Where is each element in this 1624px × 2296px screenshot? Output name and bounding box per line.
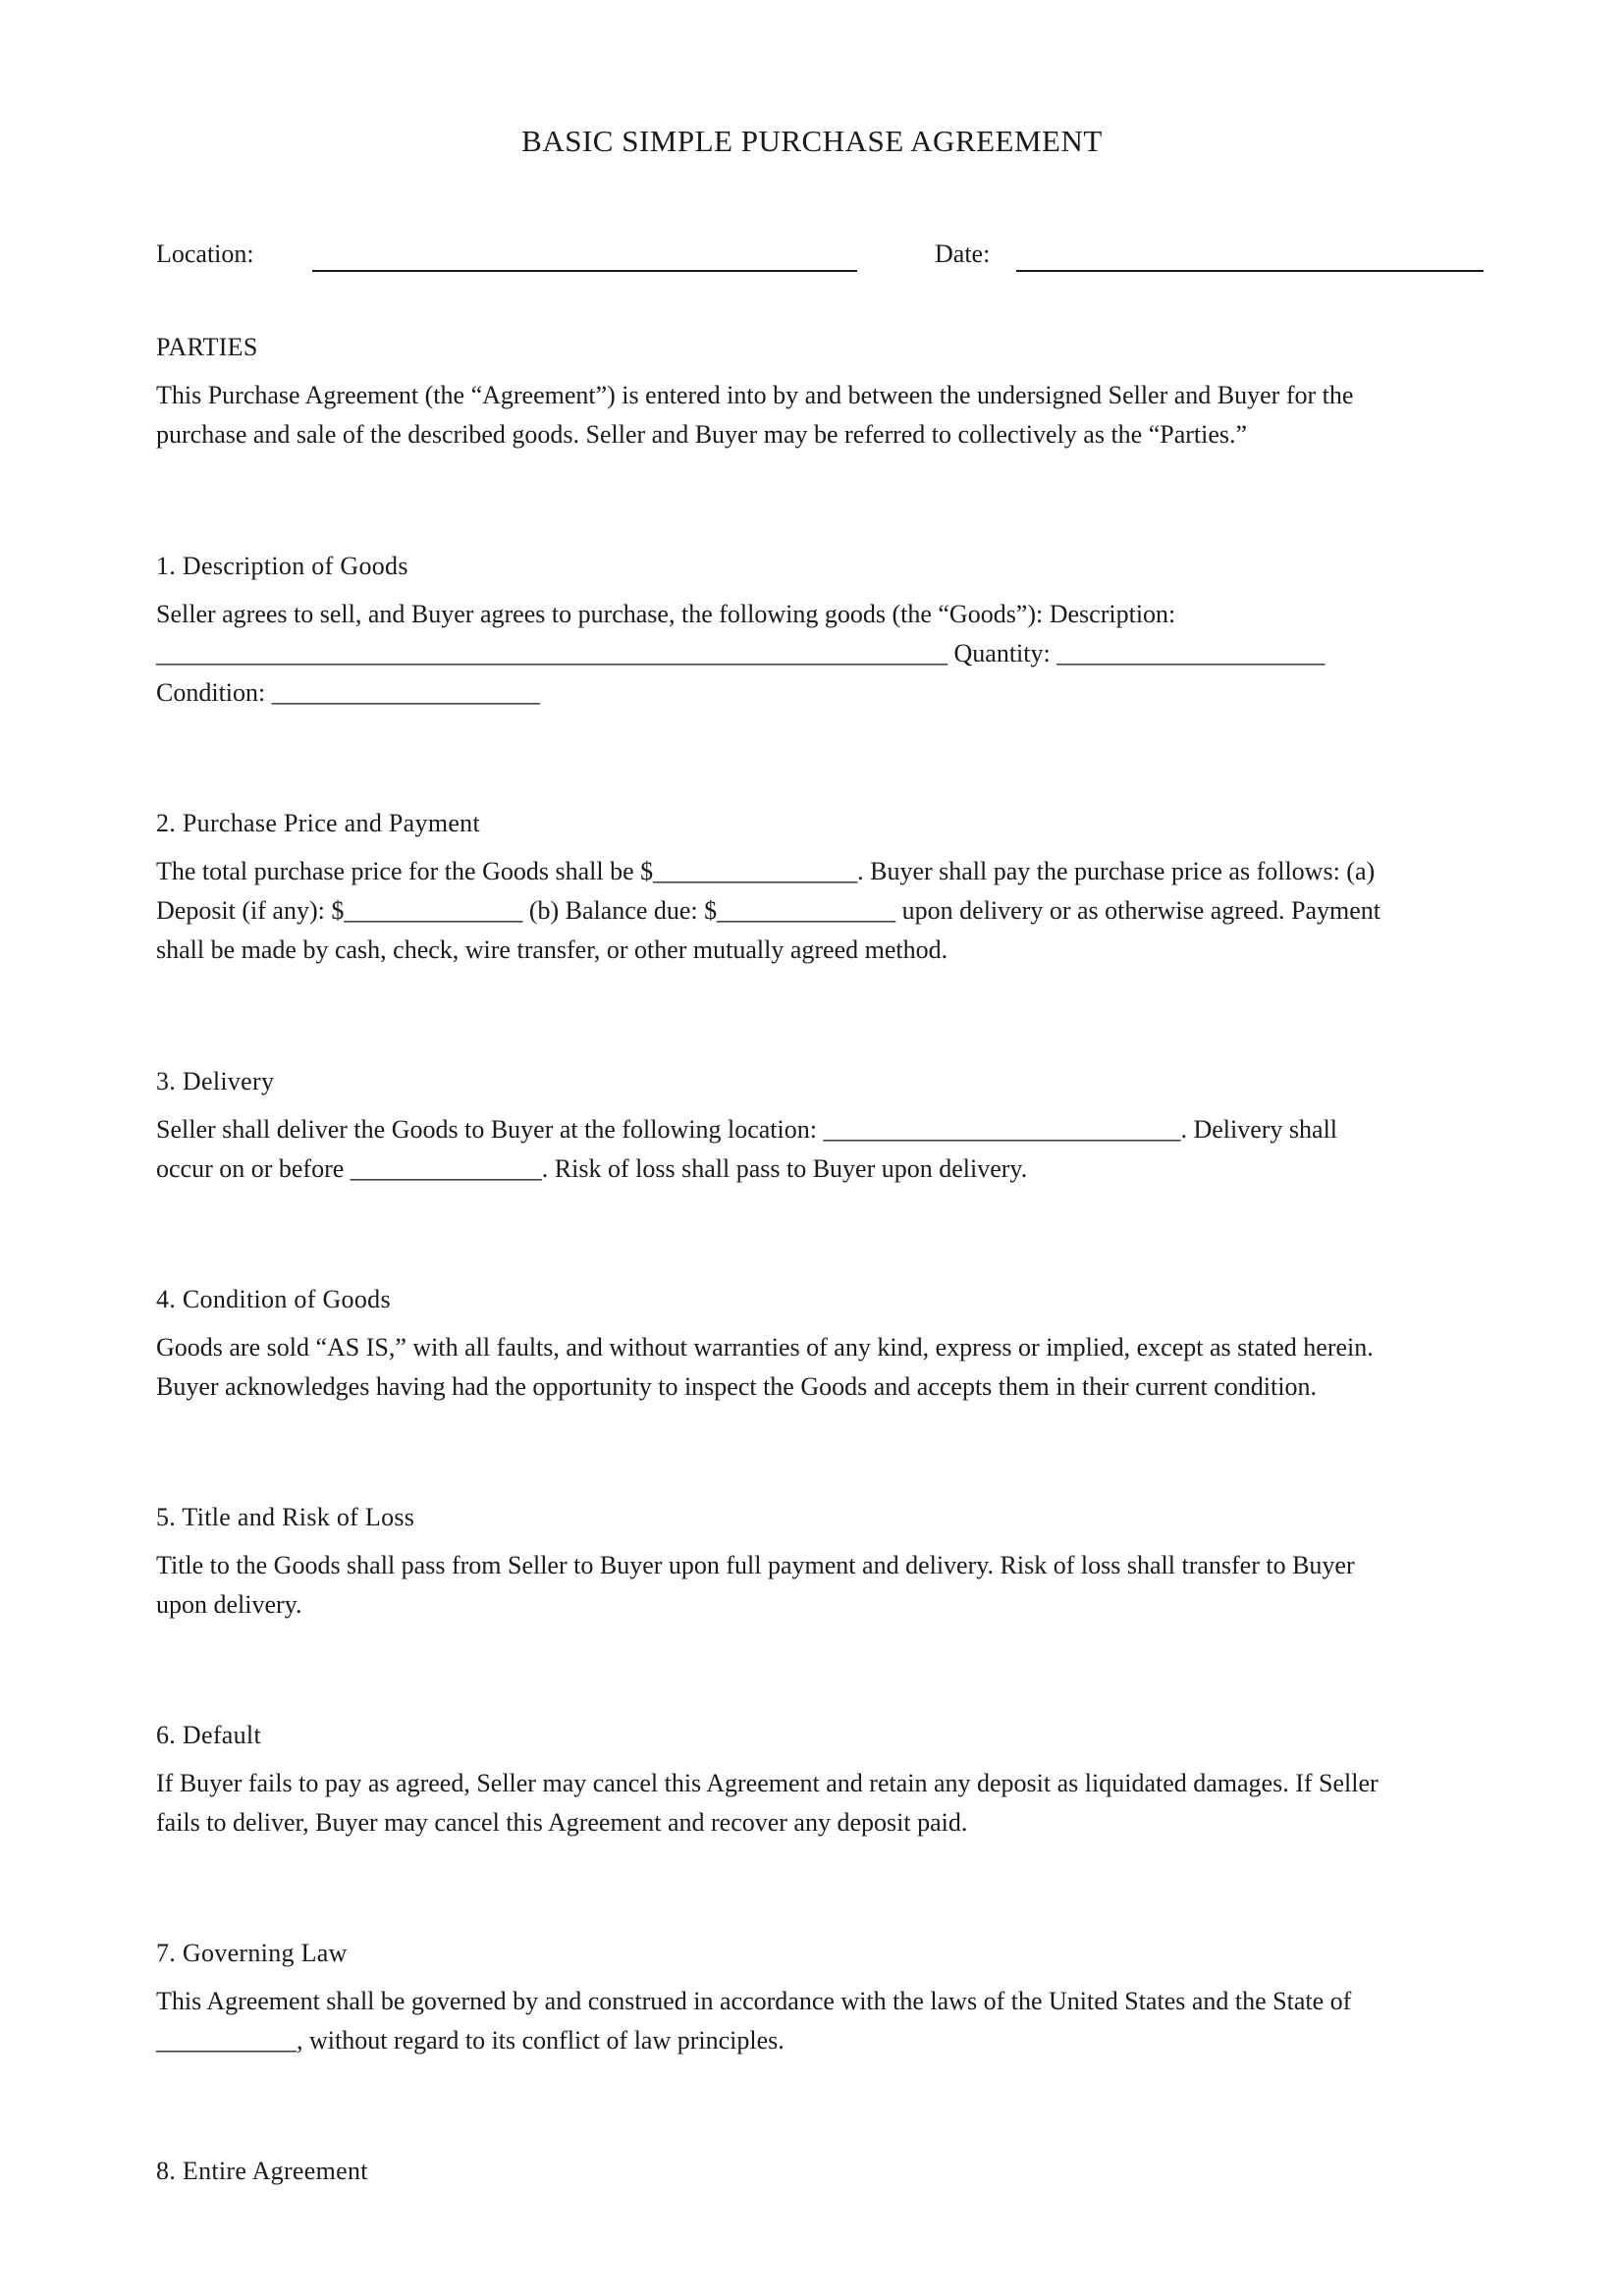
- section-condition-of-goods: [156, 1283, 1484, 1407]
- section-heading: 6. Default: [156, 1721, 261, 1749]
- section-description-of-goods: [156, 550, 1484, 713]
- section-default: [156, 1719, 1484, 1842]
- location-blank-line[interactable]: [312, 270, 857, 272]
- section-governing-law: [156, 1937, 1484, 2060]
- location-date-row: [156, 236, 1484, 275]
- section-text: Seller shall deliver the Goods to Buyer at the following location: ____________________________. Delivery shall occur on or before _______________. Risk of loss shall pass to Buyer upon delivery.: [156, 1115, 1338, 1183]
- section-text: Goods are sold “AS IS,” with all faults, and without warranties of any kind, express or implied, except as stated herein. Buyer acknowledges having had the opportunity to inspect the Goods and accepts them in their current condition.: [156, 1333, 1374, 1401]
- document-title: BASIC SIMPLE PURCHASE AGREEMENT: [521, 124, 1103, 158]
- location-label: Location:: [156, 240, 254, 268]
- parties-section: [156, 331, 1484, 454]
- section-purchase-price: [156, 807, 1484, 970]
- parties-text: This Purchase Agreement (the “Agreement”) is entered into by and between the undersigned Seller and Buyer for the purchase and sale of the described goods. Seller and Buyer may be referred to collectively as the “Parties.”: [156, 381, 1354, 449]
- section-heading: 7. Governing Law: [156, 1939, 348, 1967]
- parties-heading: PARTIES: [156, 333, 258, 361]
- section-heading: 1. Description of Goods: [156, 552, 408, 580]
- section-delivery: [156, 1065, 1484, 1189]
- date-blank-line[interactable]: [1016, 270, 1484, 272]
- section-heading: 3. Delivery: [156, 1067, 275, 1095]
- section-text: The total purchase price for the Goods shall be $________________. Buyer shall pay the purchase price as follows: (a) Deposit (if any): $______________ (b) Balance due: $______________ upon delivery or as otherwise agreed. Payment shall be made by cash, check, wire transfer, or other mutually agreed method.: [156, 857, 1380, 964]
- section-text: If Buyer fails to pay as agreed, Seller may cancel this Agreement and retain any deposit as liquidated damages. If Seller fails to deliver, Buyer may cancel this Agreement and recover any deposit paid.: [156, 1769, 1379, 1837]
- section-text: Title to the Goods shall pass from Seller to Buyer upon full payment and delivery. Risk of loss shall transfer to Buyer upon delivery.: [156, 1551, 1355, 1619]
- section-heading: 2. Purchase Price and Payment: [156, 809, 481, 837]
- section-text: This Agreement shall be governed by and construed in accordance with the laws of the United States and the State of ___________, without regard to its conflict of law principles.: [156, 1987, 1352, 2055]
- section-title-and-risk: [156, 1501, 1484, 1625]
- date-label: Date:: [935, 240, 991, 268]
- section-heading: 4. Condition of Goods: [156, 1285, 391, 1313]
- section-heading: 5. Title and Risk of Loss: [156, 1503, 415, 1531]
- section-entire-agreement: [156, 2155, 1484, 2188]
- section-heading: 8. Entire Agreement: [156, 2157, 368, 2185]
- section-text: Seller agrees to sell, and Buyer agrees to purchase, the following goods (the “Goods”): Description: ______________________________________________________________ Quantity: _____________________ Condition: _____________________: [156, 600, 1326, 707]
